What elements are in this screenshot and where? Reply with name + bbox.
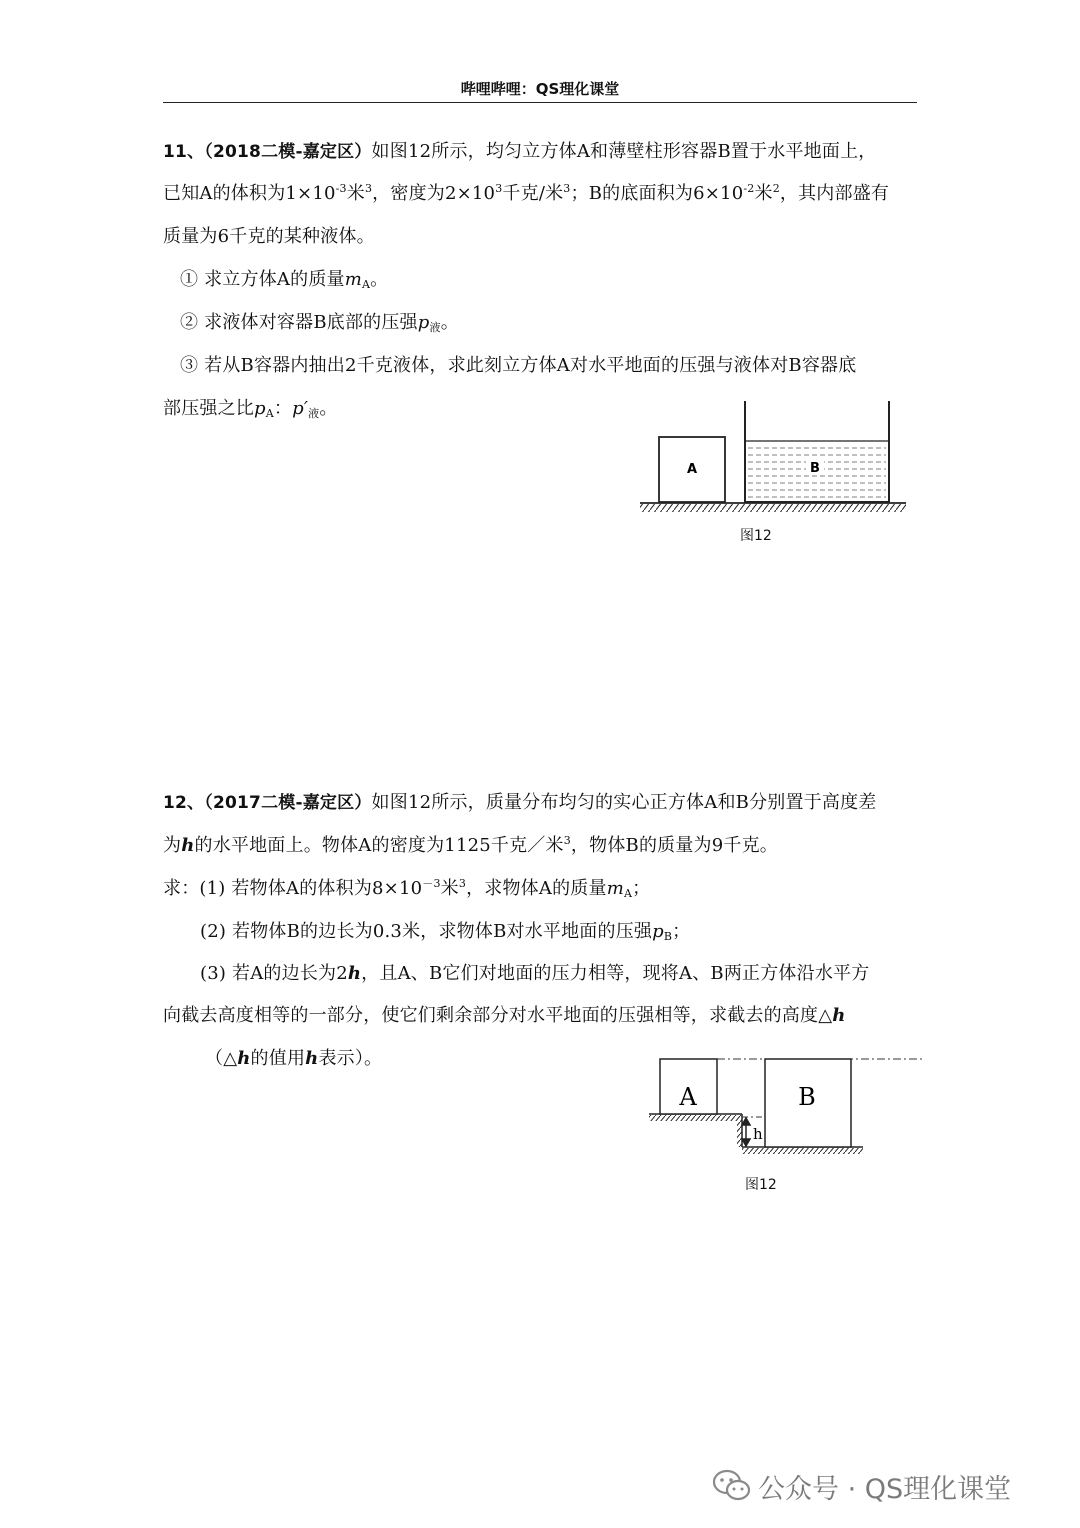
q12-line-2 <box>163 834 923 858</box>
q11-sub: A <box>362 278 371 291</box>
q12-sub: A <box>623 887 633 900</box>
q12-sup: 3 <box>563 834 571 847</box>
container-b-label: B <box>810 461 820 476</box>
q11-text: ；B的底面积为6×10 <box>570 183 744 204</box>
q12-text: 为 <box>163 835 182 856</box>
upper-ground-hatch <box>649 1115 737 1121</box>
q11-text: ，其内部盛有 <box>779 183 890 204</box>
q11-figure-caption: 图12 <box>740 528 772 544</box>
q12-text: ，求物体A的质量 <box>466 878 607 899</box>
q11-line-2 <box>163 182 923 206</box>
q11-sub: 液 <box>308 407 320 420</box>
q12-text: 米 <box>440 878 459 899</box>
q11-text: 已知A的体积为1×10 <box>163 183 336 204</box>
q11-text: ，密度为2×10 <box>372 183 496 204</box>
q12-var: h <box>305 1048 319 1069</box>
cube-a-label: A <box>686 462 698 477</box>
q11-sup: 2 <box>772 182 780 195</box>
q11-sub: A <box>265 407 274 420</box>
page-header: 哔哩哔哩：QS理化课堂 <box>163 78 917 103</box>
height-label: h <box>753 1125 763 1143</box>
q11-text: 千克/米 <box>502 183 564 204</box>
q11-sub-3 <box>180 354 940 378</box>
q12-var: h <box>237 1048 251 1069</box>
q12-line-1 <box>163 791 923 815</box>
q12-sup: －3 <box>422 877 441 890</box>
q11-number: 11、 <box>163 142 205 162</box>
q12-figure-caption: 图12 <box>745 1177 777 1193</box>
q12-text: ； <box>672 921 691 942</box>
q11-sub-1 <box>180 268 940 292</box>
q11-sup: 3 <box>495 182 503 195</box>
container-b <box>745 401 889 502</box>
q12-text: 向截去高度相等的一部分，使它们剩余部分对水平地面的压强相等，求截去的高度△ <box>163 1005 833 1026</box>
q11-text: 米 <box>754 183 773 204</box>
ground-hatch <box>640 504 906 512</box>
q11-sup: -3 <box>335 182 347 195</box>
q11-text: 质量为6千克的某种液体。 <box>163 226 375 247</box>
q11-text: 。 <box>440 312 459 333</box>
q12-text: ； <box>632 878 651 899</box>
q12-sub: B <box>663 930 673 943</box>
q11-text: ： <box>273 398 293 419</box>
q12-text: 的水平地面上。物体A的密度为1125千克／米 <box>194 835 564 856</box>
q12-part-2 <box>200 920 960 944</box>
q12-text: (2) 若物体B的边长为0.3米，求物体B对水平地面的压强 <box>200 921 653 942</box>
q12-text: 求：(1) 若物体A的体积为8×10 <box>163 878 423 899</box>
q11-text: 如图12所示，均匀立方体A和薄壁柱形容器B置于水平地面上， <box>371 141 877 162</box>
q12-sup: 3 <box>458 877 467 890</box>
q12-part-1 <box>163 877 923 901</box>
q11-var: p′ <box>292 398 309 419</box>
height-arrow <box>742 1118 750 1146</box>
q12-part-3 <box>200 962 960 986</box>
q11-sup: 3 <box>364 182 373 195</box>
q11-line-3 <box>163 225 923 249</box>
q12-figure <box>645 1050 925 1160</box>
q12-text: ，物体B的质量为9千克。 <box>570 835 779 856</box>
q11-text: 。 <box>319 398 338 419</box>
q11-text: 。 <box>370 269 389 290</box>
q11-text: 部压强之比 <box>163 398 254 419</box>
q12-var: m <box>606 878 624 899</box>
q12-part-3-cont <box>163 1004 923 1028</box>
q11-text: ③ 若从B容器内抽出2千克液体，求此刻立方体A对水平地面的压强与液体对B容器底 <box>180 355 857 376</box>
q12-var: h <box>832 1005 846 1026</box>
q12-var: h <box>181 835 195 856</box>
q12-text: （△ <box>205 1048 238 1069</box>
q11-text: 米 <box>346 183 365 204</box>
q11-figure <box>638 398 908 518</box>
q12-var: p <box>652 921 664 942</box>
q12-source: （2017二模-嘉定区） <box>204 793 372 813</box>
q12-text: 表示）。 <box>318 1048 383 1069</box>
q11-text: ① 求立方体A的质量 <box>180 269 345 290</box>
q12-var: h <box>347 963 362 984</box>
q11-var: p <box>417 312 430 333</box>
watermark-text: 公众号 · QS理化课堂 <box>758 1473 1012 1505</box>
q11-sub-2 <box>180 311 940 335</box>
q11-sub: 液 <box>429 321 441 334</box>
lower-ground-hatch <box>742 1148 863 1154</box>
wechat-icon <box>712 1468 752 1504</box>
q11-var: m <box>344 269 363 290</box>
watermark <box>712 1466 1011 1506</box>
q12-text: ，且A、B它们对地面的压力相等，现将A、B两正方体沿水平方 <box>361 963 870 984</box>
q11-sup: 3 <box>563 182 571 195</box>
q11-source: （2018二模-嘉定区） <box>204 142 372 162</box>
q12-text: (3) 若A的边长为2 <box>200 963 348 984</box>
q12-number: 12、 <box>163 793 205 813</box>
q12-text: 的值用 <box>250 1048 306 1069</box>
q11-text: ② 求液体对容器B底部的压强 <box>180 312 418 333</box>
cube-b-label: B <box>798 1083 816 1111</box>
q12-text: 如图12所示，质量分布均匀的实心正方体A和B分别置于高度差 <box>371 792 877 813</box>
q11-sup: -2 <box>743 182 755 195</box>
cube-a-label: A <box>679 1083 697 1111</box>
q11-var: p <box>254 398 266 419</box>
q11-line-1 <box>163 140 923 164</box>
step-hatch <box>737 1115 742 1147</box>
